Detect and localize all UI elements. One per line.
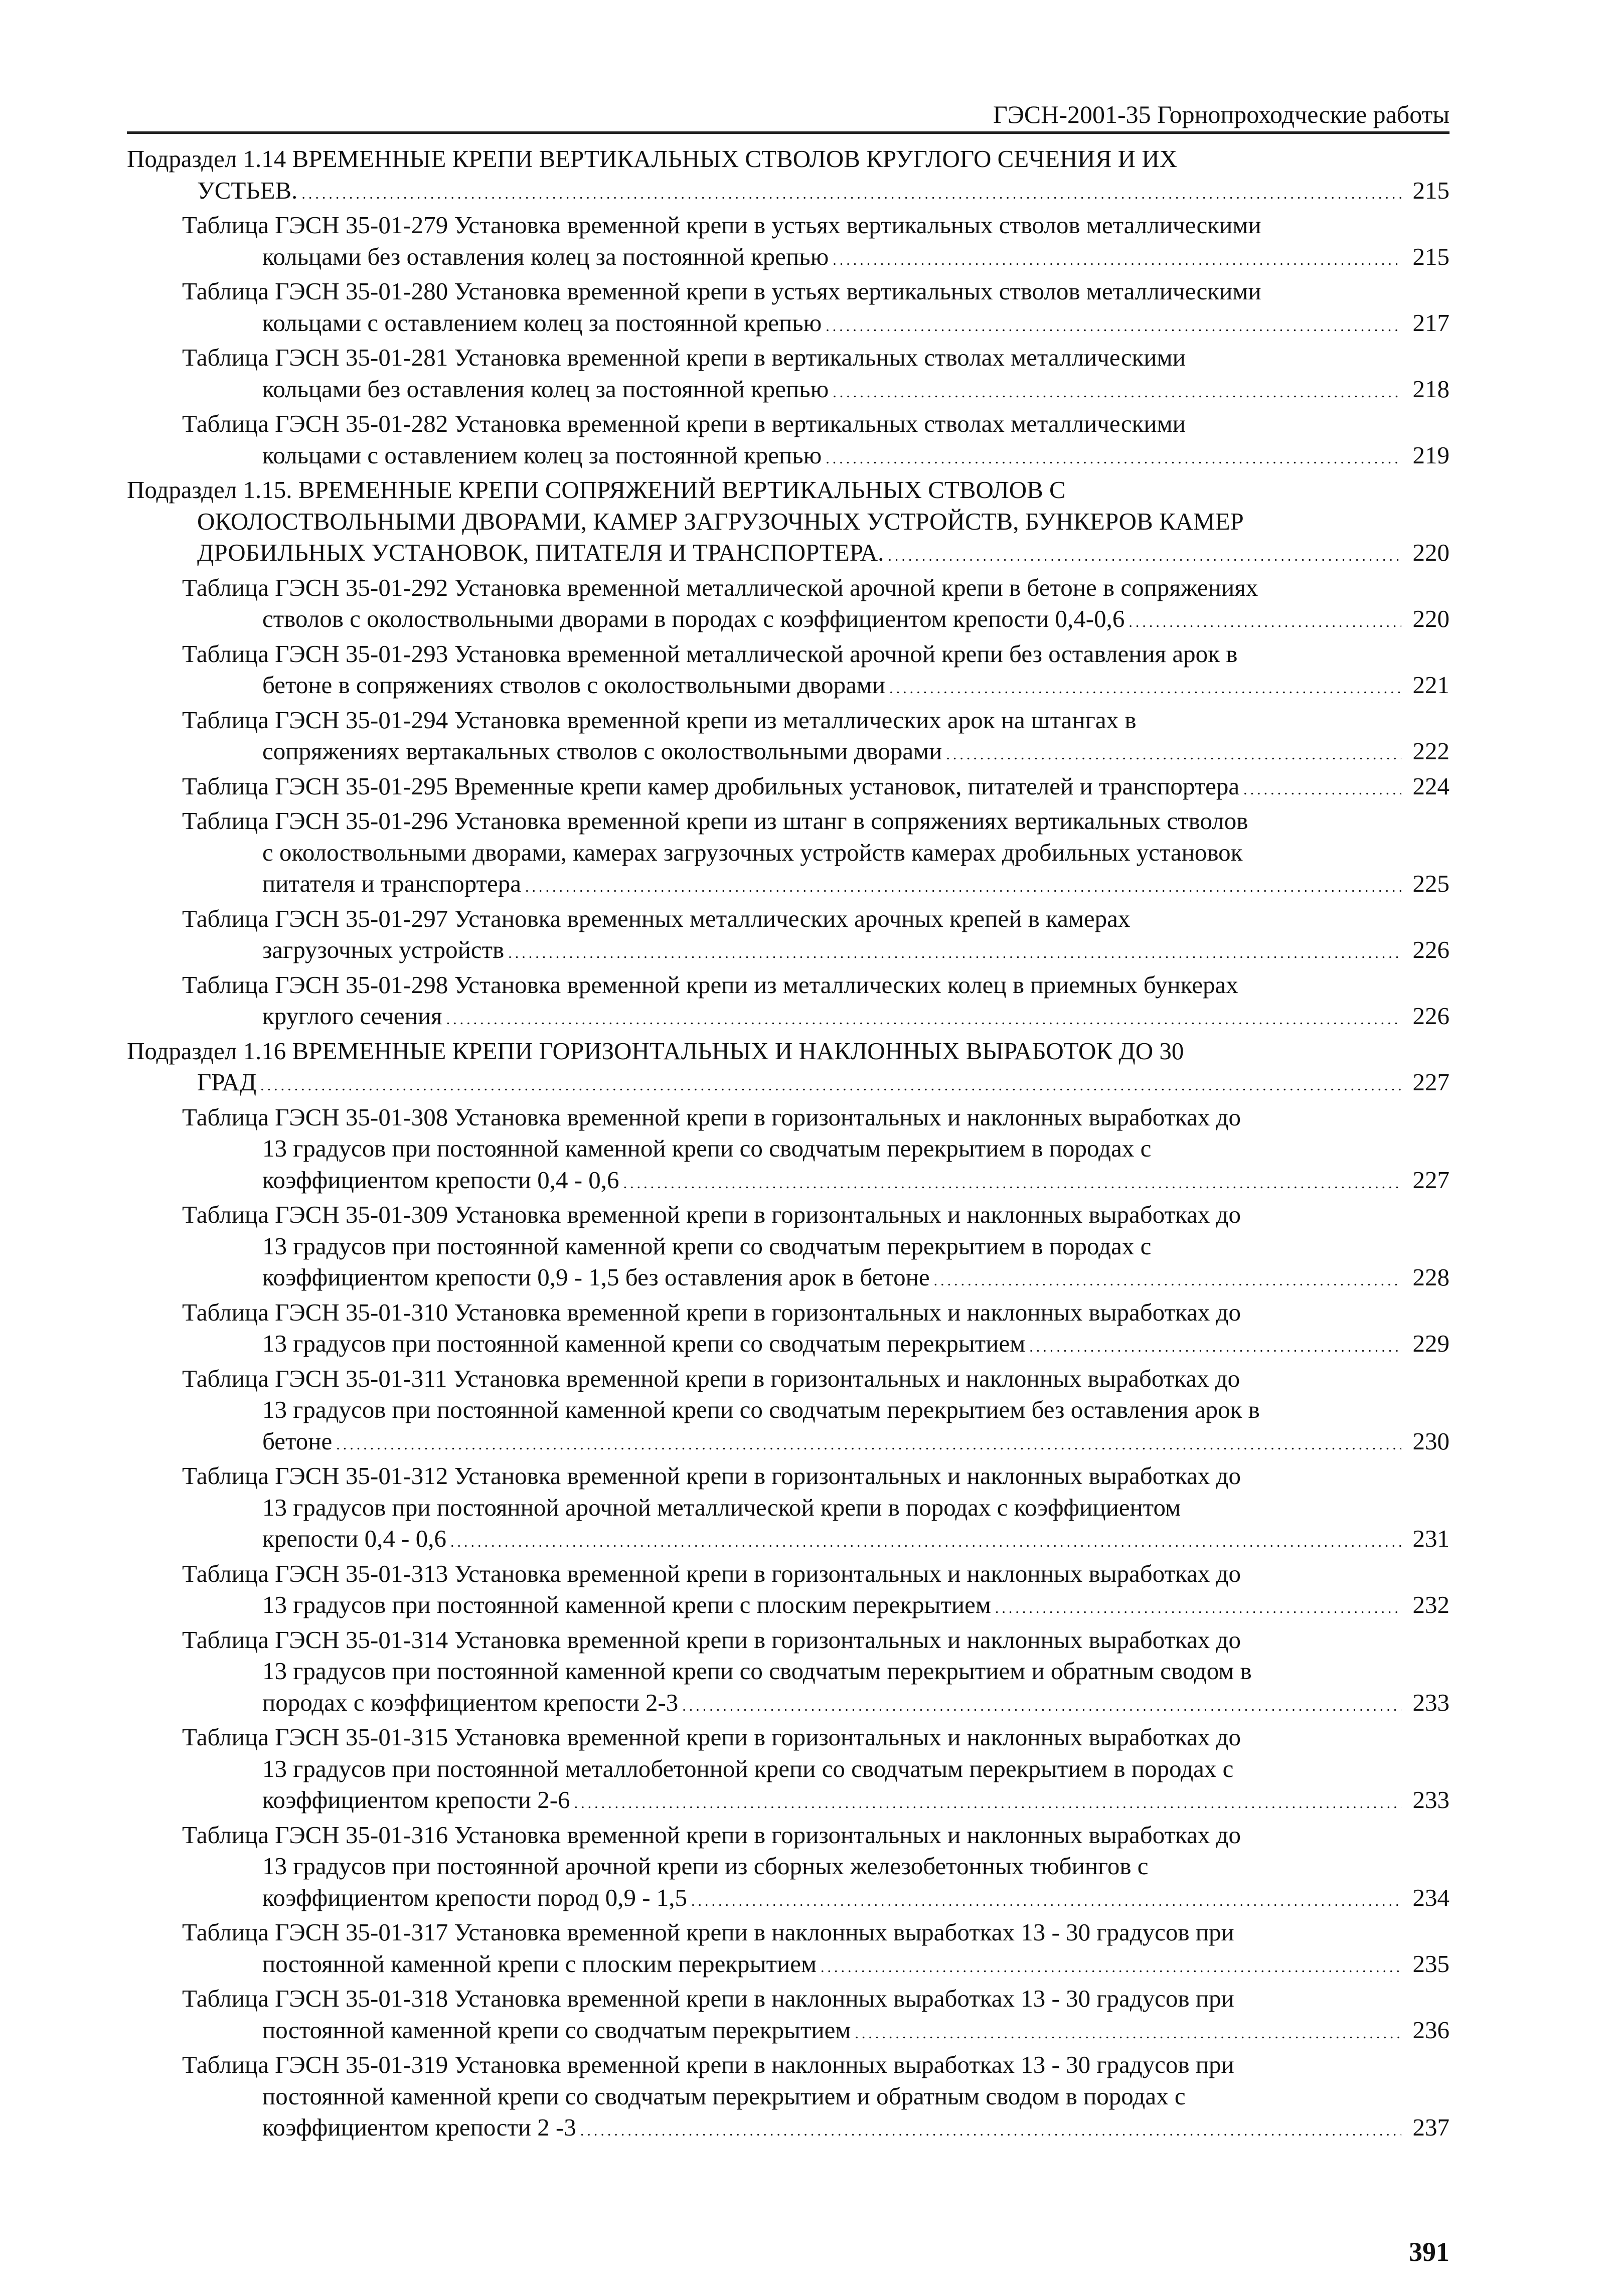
toc-subsection-entry[interactable] bbox=[127, 474, 1449, 572]
toc-entry-line: Таблица ГЭСН 35-01-279 Установка временной крепи в устьях вертикальных стволов металлическими bbox=[182, 211, 1261, 239]
toc-entry-line: Таблица ГЭСН 35-01-319 Установка временной крепи в наклонных выработках 13 - 30 градусов при bbox=[182, 2051, 1234, 2078]
toc-entry-line: кольцами с оставлением колец за постоянной крепью bbox=[262, 441, 822, 469]
toc-page-number: 221 bbox=[1412, 671, 1449, 699]
toc-page-number: 218 bbox=[1412, 375, 1449, 403]
toc-subsection-entry[interactable] bbox=[127, 143, 1449, 210]
toc-table-entry[interactable] bbox=[127, 1983, 1449, 2049]
toc-table-entry[interactable] bbox=[127, 276, 1449, 342]
toc-entry-line: 13 градусов при постоянной металлобетонной крепи со сводчатым перекрытием в породах с bbox=[262, 1754, 1234, 1782]
toc-entry-line: Таблица ГЭСН 35-01-294 Установка временной крепи из металлических арок на штангах в bbox=[182, 706, 1137, 734]
dot-leader bbox=[889, 673, 1401, 705]
toc-page-number: 237 bbox=[1412, 2113, 1449, 2141]
toc-entry-line: Таблица ГЭСН 35-01-317 Установка временной крепи в наклонных выработках 13 - 30 градусов при bbox=[182, 1918, 1234, 1946]
toc-subsection-entry[interactable] bbox=[127, 1036, 1449, 1102]
toc-page-number: 234 bbox=[1412, 1883, 1449, 1911]
toc-entry-last-line bbox=[127, 307, 1449, 343]
toc-entry-last-line bbox=[127, 1328, 1449, 1363]
toc-entry-last-line bbox=[127, 1784, 1449, 1820]
header-title: ГЭСН-2001-35 Горнопроходческие работы bbox=[993, 100, 1449, 128]
toc-entry-line: Таблица ГЭСН 35-01-297 Установка временных металлических арочных крепей в камерах bbox=[182, 904, 1131, 932]
dot-leader bbox=[301, 179, 1401, 210]
toc-page-number: 224 bbox=[1412, 772, 1449, 800]
toc-entry-line: постоянной каменной крепи со сводчатым перекрытием bbox=[262, 2016, 851, 2044]
toc-entry-last-line bbox=[127, 603, 1449, 638]
toc-entry-last-line bbox=[127, 736, 1449, 771]
toc-page-number: 222 bbox=[1412, 737, 1449, 765]
toc-entry-line: бетоне bbox=[262, 1427, 333, 1455]
dot-leader bbox=[1129, 607, 1401, 638]
toc-table-entry[interactable] bbox=[127, 572, 1449, 638]
toc-entry-line: Таблица ГЭСН 35-01-316 Установка временной крепи в горизонтальных и наклонных выработках до bbox=[182, 1821, 1241, 1849]
toc-entry-last-line bbox=[127, 1426, 1449, 1461]
toc-entry-last-line bbox=[127, 241, 1449, 276]
toc-page-number: 231 bbox=[1412, 1525, 1449, 1552]
toc-entry-line: кольцами без оставления колец за постоянной крепью bbox=[262, 375, 829, 403]
toc-entry-last-line bbox=[127, 868, 1449, 903]
dot-leader bbox=[580, 2115, 1401, 2147]
toc-entry-line: постоянной каменной крепи со сводчатым перекрытием и обратным сводом в породах с bbox=[262, 2082, 1186, 2110]
toc-entry-line: питателя и транспортера bbox=[262, 870, 522, 897]
toc-entry-last-line bbox=[127, 1067, 1449, 1102]
toc-entry-line: Таблица ГЭСН 35-01-309 Установка временной крепи в горизонтальных и наклонных выработках до bbox=[182, 1201, 1241, 1228]
toc-table-entry[interactable] bbox=[127, 1820, 1449, 1917]
toc-entry-last-line bbox=[127, 1948, 1449, 1984]
toc-page-number: 232 bbox=[1412, 1591, 1449, 1618]
toc-entry-line: коэффициентом крепости пород 0,9 - 1,5 bbox=[262, 1883, 688, 1911]
toc-entry-line: ДРОБИЛЬНЫХ УСТАНОВОК, ПИТАТЕЛЯ И ТРАНСПОРТЕРА. bbox=[197, 539, 884, 566]
toc-page-number: 220 bbox=[1412, 605, 1449, 632]
toc-entry-last-line bbox=[127, 934, 1449, 969]
toc-entry-line: породах с коэффициентом крепости 2-3 bbox=[262, 1688, 679, 1716]
toc-entry-line: Таблица ГЭСН 35-01-314 Установка временной крепи в горизонтальных и наклонных выработках до bbox=[182, 1625, 1241, 1654]
toc-entry-last-line bbox=[127, 1262, 1449, 1297]
dot-leader bbox=[450, 1527, 1401, 1558]
table-of-contents bbox=[127, 143, 1449, 2147]
toc-page-number: 215 bbox=[1412, 242, 1449, 270]
toc-page-number: 227 bbox=[1412, 1166, 1449, 1194]
toc-entry-line: кольцами с оставлением колец за постоянной крепью bbox=[262, 308, 822, 337]
toc-entry-line: 13 градусов при постоянной каменной крепи со сводчатым перекрытием без оставления арок в bbox=[262, 1396, 1260, 1423]
toc-table-entry[interactable] bbox=[127, 1297, 1449, 1363]
toc-table-entry[interactable] bbox=[127, 969, 1449, 1036]
toc-entry-line: Таблица ГЭСН 35-01-296 Установка временной крепи из штанг в сопряжениях вертикальных стволов bbox=[182, 807, 1248, 835]
dot-leader bbox=[821, 1952, 1401, 1984]
toc-entry-line: Таблица ГЭСН 35-01-292 Установка временной металлической арочной крепи в бетоне в сопряжениях bbox=[182, 573, 1258, 601]
toc-entry-line: Таблица ГЭСН 35-01-295 Временные крепи камер дробильных установок, питателей и транспортера bbox=[182, 772, 1240, 800]
dot-leader bbox=[833, 377, 1401, 409]
toc-entry-last-line bbox=[127, 1001, 1449, 1036]
toc-entry-line: Таблица ГЭСН 35-01-293 Установка временной металлической арочной крепи без оставления арок в bbox=[182, 639, 1238, 668]
toc-table-entry[interactable] bbox=[127, 1102, 1449, 1200]
toc-entry-line: Таблица ГЭСН 35-01-313 Установка временной крепи в горизонтальных и наклонных выработках до bbox=[182, 1559, 1241, 1587]
toc-entry-line: 13 градусов при постоянной каменной крепи со сводчатым перекрытием и обратным сводом в bbox=[262, 1657, 1252, 1685]
dot-leader bbox=[525, 872, 1401, 903]
toc-entry-line: Таблица ГЭСН 35-01-318 Установка временной крепи в наклонных выработках 13 - 30 градусов при bbox=[182, 1985, 1234, 2012]
toc-entry-line: круглого сечения bbox=[262, 1002, 442, 1030]
dot-leader bbox=[682, 1691, 1401, 1722]
toc-entry-line: Подраздел 1.14 ВРЕМЕННЫЕ КРЕПИ ВЕРТИКАЛЬНЫХ СТВОЛОВ КРУГЛОГО СЕЧЕНИЯ И ИХ bbox=[127, 145, 1178, 173]
toc-page-number: 233 bbox=[1412, 1786, 1449, 1814]
toc-page-number: 217 bbox=[1412, 308, 1449, 337]
toc-table-entry[interactable] bbox=[127, 2049, 1449, 2147]
toc-entry-line: УСТЬЕВ. bbox=[197, 176, 298, 204]
toc-table-entry[interactable] bbox=[127, 1624, 1449, 1722]
toc-table-entry[interactable] bbox=[127, 638, 1449, 705]
toc-entry-line: Таблица ГЭСН 35-01-280 Установка временной крепи в устьях вертикальных стволов металлическими bbox=[182, 277, 1261, 305]
toc-page-number: 227 bbox=[1412, 1068, 1449, 1096]
toc-page-number: 236 bbox=[1412, 2016, 1449, 2044]
toc-page-number: 230 bbox=[1412, 1427, 1449, 1455]
toc-entry-last-line bbox=[127, 1523, 1449, 1558]
toc-entry-line: 13 градусов при постоянной каменной крепи со сводчатым перекрытием bbox=[262, 1330, 1026, 1357]
toc-entry-last-line bbox=[127, 1589, 1449, 1624]
dot-leader bbox=[691, 1886, 1401, 1917]
toc-table-entry[interactable] bbox=[127, 1917, 1449, 1983]
page-number: 391 bbox=[1409, 2237, 1449, 2267]
toc-page-number: 215 bbox=[1412, 176, 1449, 204]
toc-table-entry[interactable] bbox=[127, 408, 1449, 474]
dot-leader bbox=[508, 938, 1401, 969]
dot-leader bbox=[946, 739, 1401, 771]
toc-page-number: 228 bbox=[1412, 1263, 1449, 1291]
toc-entry-last-line bbox=[127, 1165, 1449, 1200]
toc-entry-line: Таблица ГЭСН 35-01-308 Установка временной крепи в горизонтальных и наклонных выработках до bbox=[182, 1103, 1241, 1131]
toc-entry-line: Таблица ГЭСН 35-01-281 Установка временной крепи в вертикальных стволах металлическими bbox=[182, 344, 1186, 371]
dot-leader bbox=[260, 1070, 1401, 1102]
toc-page-number: 225 bbox=[1412, 870, 1449, 897]
toc-entry-line: крепости 0,4 - 0,6 bbox=[262, 1525, 446, 1552]
toc-entry-line: 13 градусов при постоянной каменной крепи со сводчатым перекрытием в породах с bbox=[262, 1232, 1152, 1260]
toc-entry-line: стволов с околоствольными дворами в породах с коэффициентом крепости 0,4-0,6 bbox=[262, 605, 1125, 632]
toc-page-number: 220 bbox=[1412, 539, 1449, 566]
toc-entry-line: 13 градусов при постоянной арочной крепи из сборных железобетонных тюбингов с bbox=[262, 1852, 1149, 1880]
dot-leader bbox=[574, 1788, 1401, 1820]
toc-page-number: 226 bbox=[1412, 1002, 1449, 1030]
dot-leader bbox=[1029, 1332, 1401, 1363]
toc-entry-line: коэффициентом крепости 0,9 - 1,5 без оставления арок в бетоне bbox=[262, 1263, 930, 1291]
toc-entry-line: Таблица ГЭСН 35-01-282 Установка временной крепи в вертикальных стволах металлическими bbox=[182, 410, 1186, 437]
toc-entry-line: ГРАД bbox=[197, 1068, 257, 1096]
toc-entry-line: сопряжениях вертакальных стволов с околоствольными дворами bbox=[262, 737, 942, 765]
toc-entry-line: постоянной каменной крепи с плоским перекрытием bbox=[262, 1949, 817, 1978]
dot-leader bbox=[934, 1265, 1401, 1297]
toc-entry-line: Подраздел 1.15. ВРЕМЕННЫЕ КРЕПИ СОПРЯЖЕНИЙ ВЕРТИКАЛЬНЫХ СТВОЛОВ С bbox=[127, 476, 1066, 504]
toc-table-entry[interactable] bbox=[127, 1199, 1449, 1297]
toc-entry-line: коэффициентом крепости 2 -3 bbox=[262, 2113, 576, 2141]
toc-entry-last-line bbox=[127, 771, 1449, 806]
toc-entry-line: Таблица ГЭСН 35-01-312 Установка временной крепи в горизонтальных и наклонных выработках до bbox=[182, 1462, 1241, 1490]
toc-entry-line: кольцами без оставления колец за постоянной крепью bbox=[262, 242, 829, 270]
toc-entry-line: ОКОЛОСТВОЛЬНЫМИ ДВОРАМИ, КАМЕР ЗАГРУЗОЧНЫХ УСТРОЙСТВ, БУНКЕРОВ КАМЕР bbox=[197, 507, 1244, 535]
toc-entry-line: коэффициентом крепости 0,4 - 0,6 bbox=[262, 1166, 619, 1194]
toc-entry-last-line bbox=[127, 374, 1449, 409]
dot-leader bbox=[1243, 774, 1401, 806]
toc-table-entry[interactable] bbox=[127, 210, 1449, 276]
dot-leader bbox=[995, 1593, 1401, 1624]
dot-leader bbox=[855, 2018, 1401, 2050]
toc-page-number: 235 bbox=[1412, 1949, 1449, 1978]
dot-leader bbox=[336, 1429, 1401, 1461]
toc-page-number: 219 bbox=[1412, 441, 1449, 469]
toc-entry-line: 13 градусов при постоянной каменной крепи со сводчатым перекрытием в породах с bbox=[262, 1134, 1152, 1162]
toc-entry-line: 13 градусов при постоянной каменной крепи с плоским перекрытием bbox=[262, 1591, 991, 1618]
toc-entry-last-line bbox=[127, 175, 1449, 210]
toc-entry-last-line bbox=[127, 2112, 1449, 2147]
toc-entry-line: Таблица ГЭСН 35-01-310 Установка временной крепи в горизонтальных и наклонных выработках до bbox=[182, 1298, 1241, 1326]
toc-entry-line: Таблица ГЭСН 35-01-298 Установка временной крепи из металлических колец в приемных бункерах bbox=[182, 970, 1238, 999]
dot-leader bbox=[623, 1168, 1401, 1200]
toc-table-entry[interactable] bbox=[127, 342, 1449, 408]
toc-entry-line: бетоне в сопряжениях стволов с околоствольными дворами bbox=[262, 671, 886, 699]
toc-entry-last-line bbox=[127, 440, 1449, 475]
toc-page-number: 226 bbox=[1412, 936, 1449, 963]
toc-table-entry[interactable] bbox=[127, 903, 1449, 969]
toc-table-entry[interactable] bbox=[127, 705, 1449, 771]
dot-leader bbox=[826, 311, 1401, 343]
toc-page-number: 229 bbox=[1412, 1330, 1449, 1357]
toc-entry-last-line bbox=[127, 670, 1449, 705]
toc-table-entry[interactable] bbox=[127, 1722, 1449, 1820]
toc-entry-line: Таблица ГЭСН 35-01-315 Установка временной крепи в горизонтальных и наклонных выработках до bbox=[182, 1723, 1241, 1751]
toc-entry-line: загрузочных устройств bbox=[262, 936, 505, 963]
toc-entry-last-line bbox=[127, 2015, 1449, 2050]
toc-entry-last-line bbox=[127, 537, 1449, 572]
running-header bbox=[127, 94, 1449, 134]
toc-entry-last-line bbox=[127, 1687, 1449, 1722]
dot-leader bbox=[833, 245, 1401, 276]
toc-table-entry[interactable] bbox=[127, 771, 1449, 806]
toc-entry-last-line bbox=[127, 1882, 1449, 1917]
toc-entry-line: Подраздел 1.16 ВРЕМЕННЫЕ КРЕПИ ГОРИЗОНТАЛЬНЫХ И НАКЛОННЫХ ВЫРАБОТОК ДО 30 bbox=[127, 1037, 1184, 1065]
toc-entry-line: Таблица ГЭСН 35-01-311 Установка временной крепи в горизонтальных и наклонных выработках до bbox=[182, 1364, 1240, 1392]
toc-entry-line: с околоствольными дворами, камерах загрузочных устройств камерах дробильных установок bbox=[262, 838, 1243, 866]
toc-entry-line: коэффициентом крепости 2-6 bbox=[262, 1786, 570, 1814]
toc-table-entry[interactable] bbox=[127, 1558, 1449, 1624]
toc-table-entry[interactable] bbox=[127, 1363, 1449, 1461]
toc-page-number: 233 bbox=[1412, 1688, 1449, 1716]
toc-table-entry[interactable] bbox=[127, 805, 1449, 903]
dot-leader bbox=[888, 541, 1401, 572]
dot-leader bbox=[826, 443, 1401, 475]
dot-leader bbox=[446, 1004, 1401, 1036]
toc-table-entry[interactable] bbox=[127, 1460, 1449, 1558]
toc-entry-line: 13 градусов при постоянной арочной металлической крепи в породах с коэффициентом bbox=[262, 1493, 1181, 1521]
